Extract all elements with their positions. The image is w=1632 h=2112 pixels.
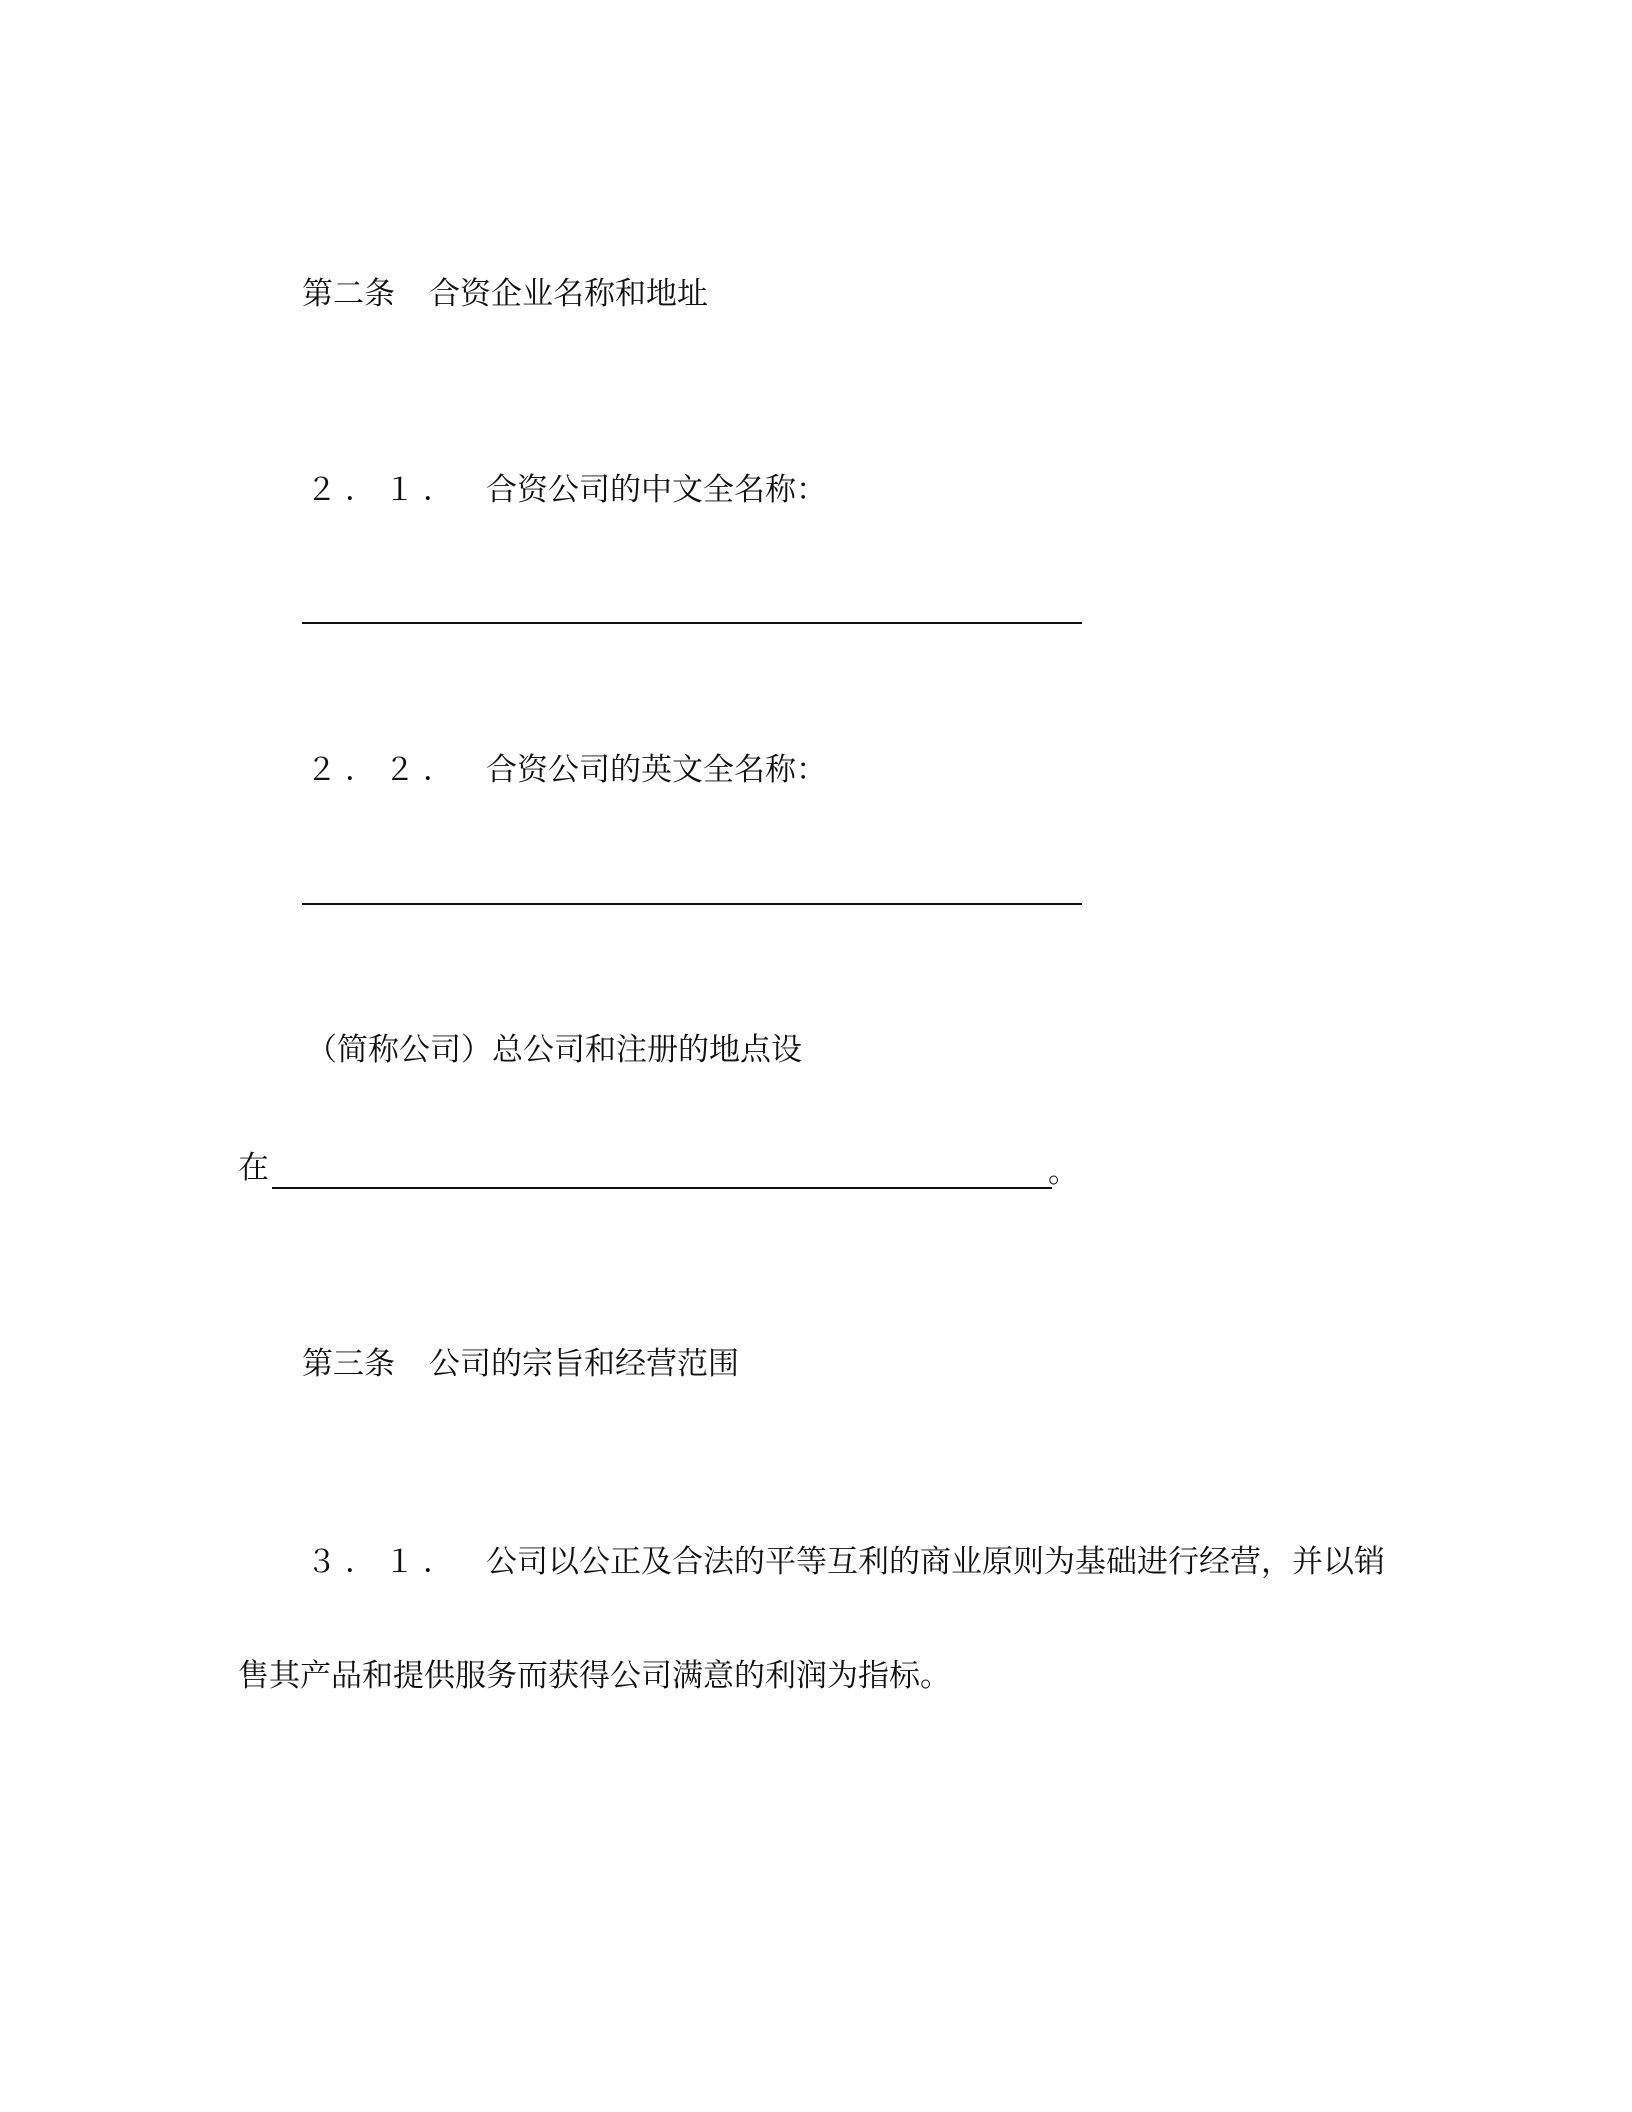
- address-line-2: [238, 1148, 269, 1188]
- address-blank-line[interactable]: [272, 1187, 1052, 1189]
- chinese-name-blank-line[interactable]: [302, 622, 1082, 624]
- clause-3-1-text-line-1: 公司以公正及合法的平等互利的商业原则为基础进行经营，并以销: [486, 1544, 1385, 1580]
- article-3-heading: [302, 1344, 739, 1384]
- clause-2-2-number: ２．２．: [306, 752, 462, 788]
- clause-2-2: [306, 750, 827, 790]
- article-2-label: 第二条: [302, 276, 395, 312]
- clause-3-1-text-line-2: 售其产品和提供服务而获得公司满意的利润为指标。: [238, 1658, 951, 1694]
- clause-2-1: [306, 470, 827, 510]
- article-3-label: 第三条: [302, 1346, 395, 1382]
- english-name-blank-line[interactable]: [302, 903, 1082, 905]
- clause-3-1: [306, 1542, 1385, 1582]
- article-2-title: 合资企业名称和地址: [429, 276, 708, 312]
- address-prefix: 在: [238, 1150, 269, 1186]
- clause-2-1-text: 合资公司的中文全名称：: [486, 472, 827, 508]
- article-3-title: 公司的宗旨和经营范围: [429, 1346, 739, 1382]
- article-2-heading: [302, 274, 708, 314]
- clause-3-1-number: ３．１．: [306, 1544, 462, 1580]
- address-line-1: （简称公司）总公司和注册的地点设: [306, 1032, 802, 1068]
- address-suffix: 。: [1048, 1154, 1079, 1190]
- clause-2-1-number: ２．１．: [306, 472, 462, 508]
- clause-2-2-text: 合资公司的英文全名称：: [486, 752, 827, 788]
